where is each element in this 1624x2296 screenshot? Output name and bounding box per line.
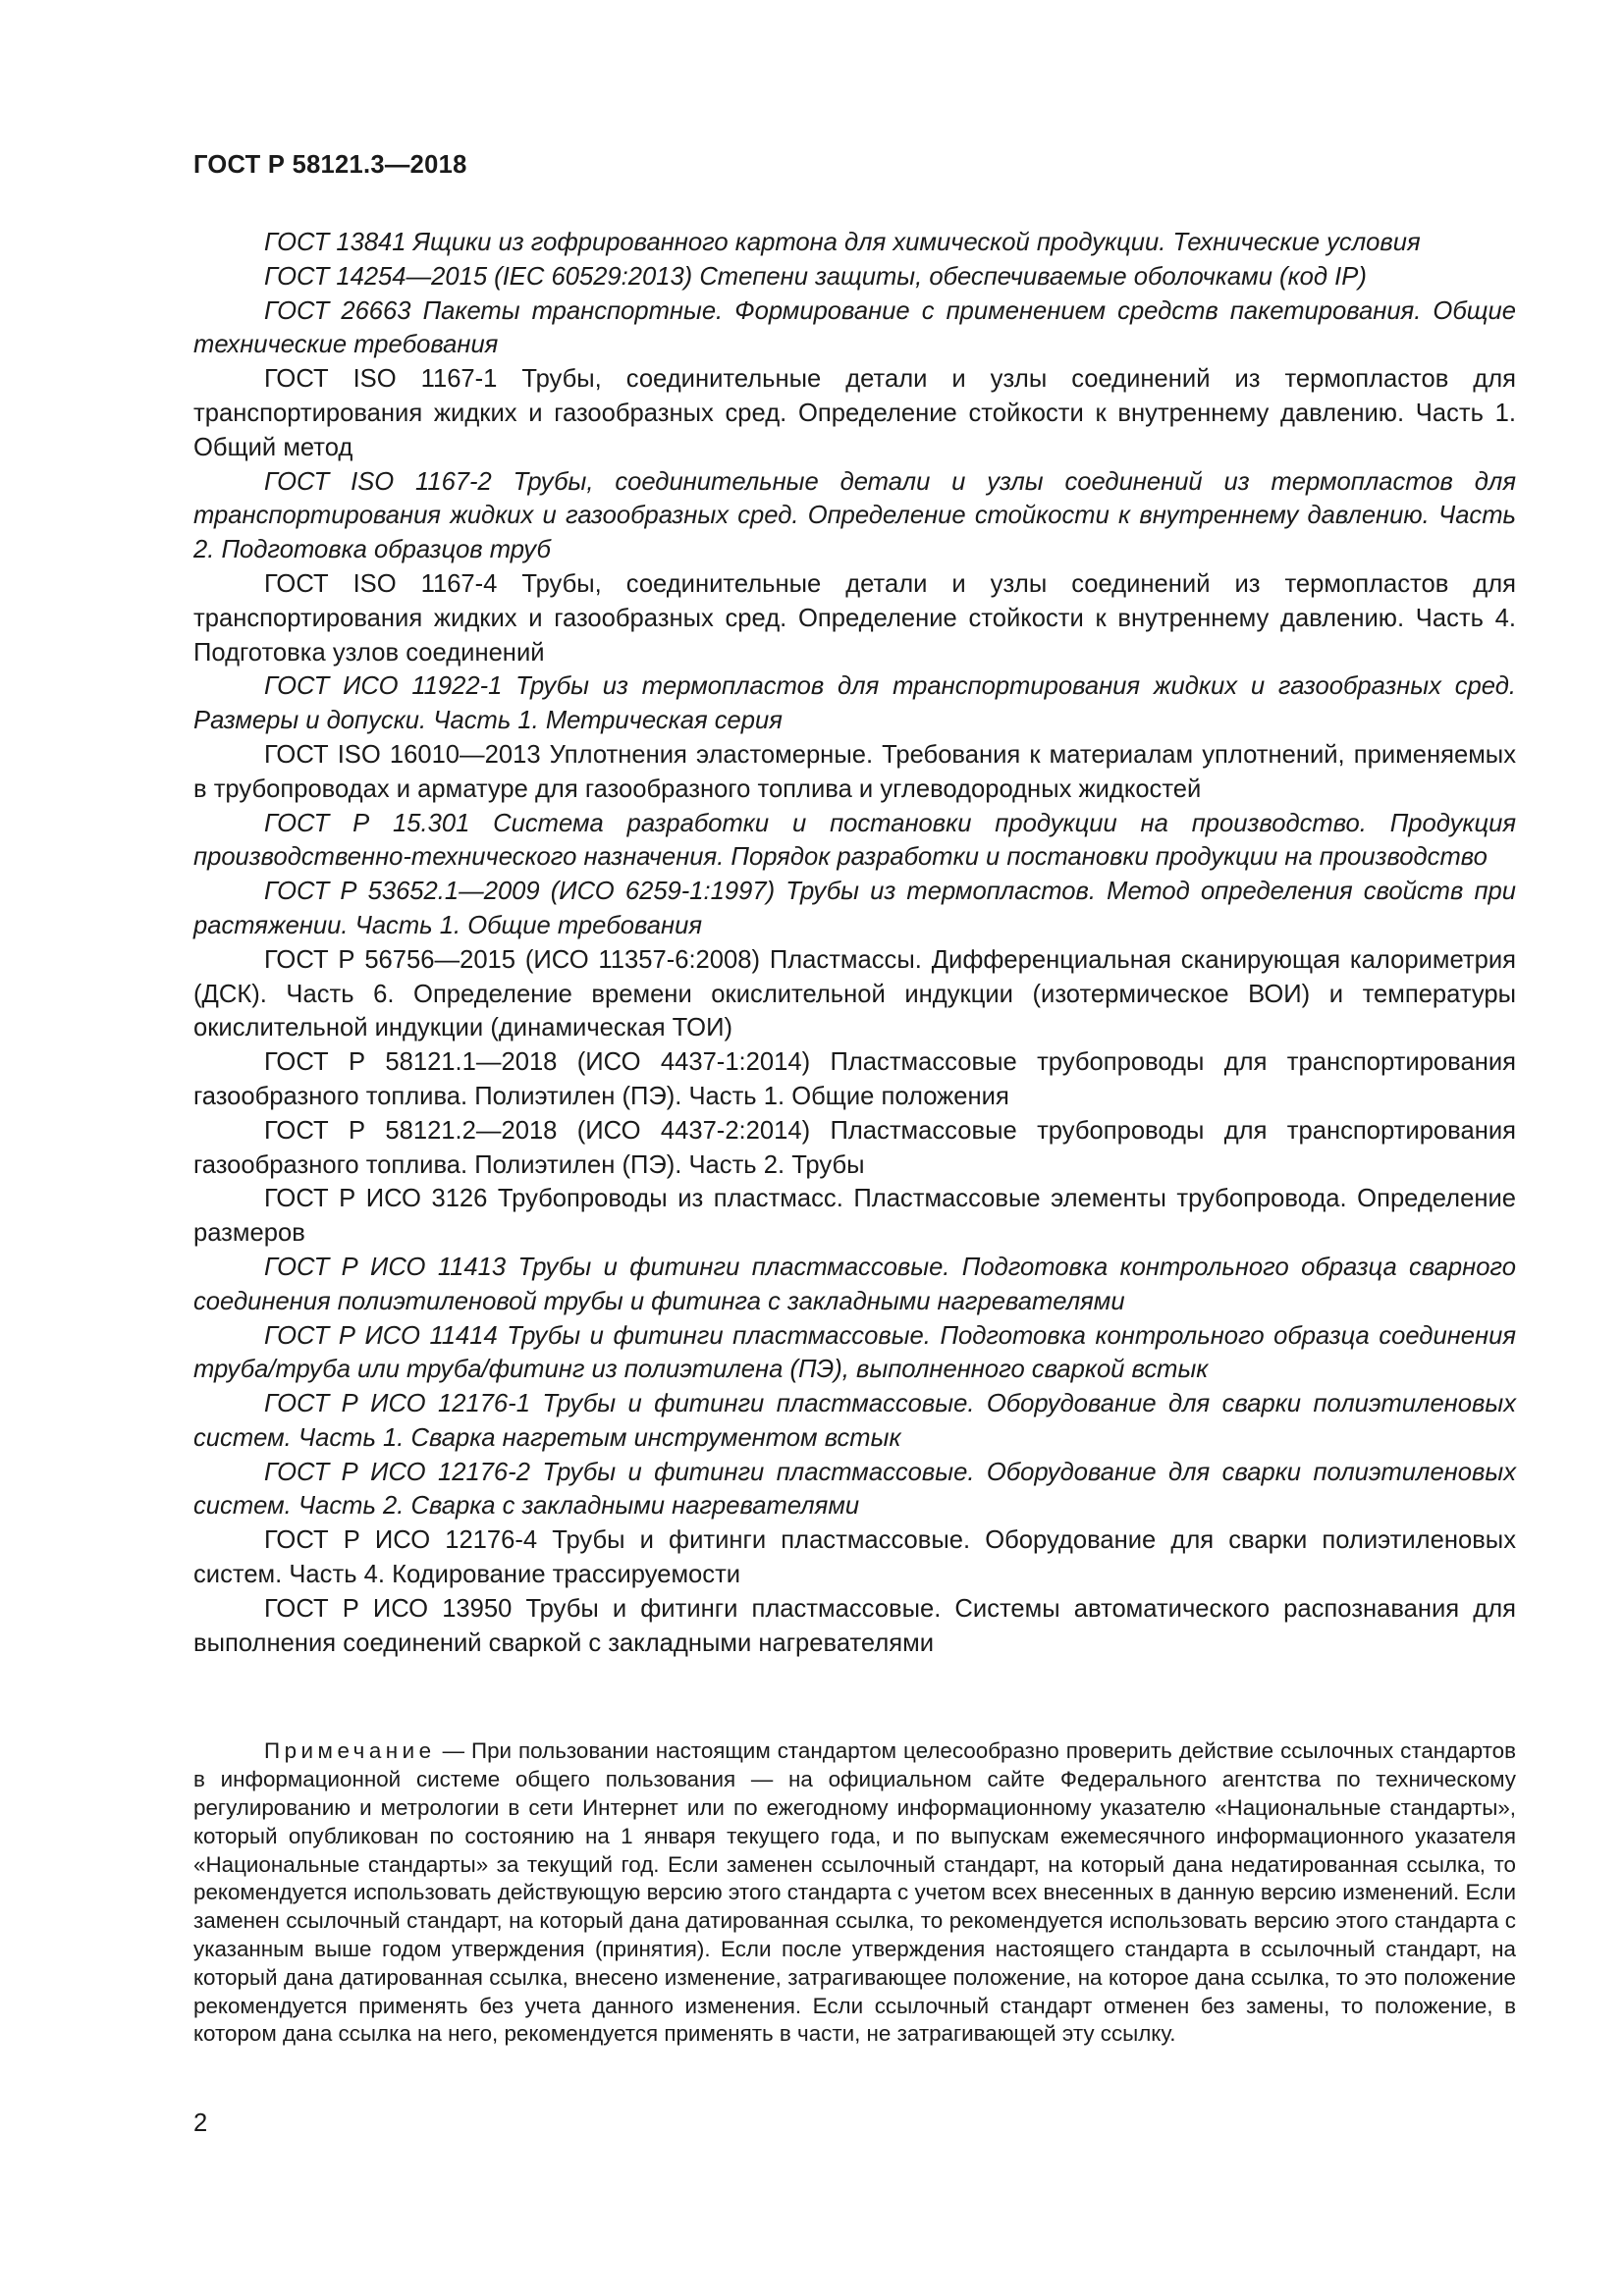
reference-item: ГОСТ Р ИСО 11414 Трубы и фитинги пластмассовые. Подготовка контрольного образца соединения труба/труба или труба/фитинг из полиэтилена (ПЭ), выполненного сваркой встык xyxy=(193,1321,1516,1384)
note-label: Примечание xyxy=(264,1738,436,1764)
reference-item: ГОСТ Р ИСО 12176-2 Трубы и фитинги пластмассовые. Оборудование для сварки полиэтиленовых систем. Часть 2. Сварка с закладными нагревателями xyxy=(193,1458,1516,1521)
reference-item: ГОСТ 26663 Пакеты транспортные. Формирование с применением средств пакетирования. Общие технические требования xyxy=(193,296,1516,359)
note-dash: — xyxy=(435,1738,471,1764)
reference-item: ГОСТ Р ИСО 3126 Трубопроводы из пластмасс. Пластмассовые элементы трубопровода. Определение размеров xyxy=(193,1185,1516,1248)
normative-references-list xyxy=(193,226,1516,1660)
reference-item: ГОСТ Р 15.301 Система разработки и постановки продукции на производство. Продукция производственно-технического назначения. Порядок разработки и постановки продукции на производство xyxy=(193,809,1516,872)
reference-item: ГОСТ ISO 16010—2013 Уплотнения эластомерные. Требования к материалам уплотнений, применяемых в трубопроводах и арматуре для газообразного топлива и углеводородных жидкостей xyxy=(193,740,1516,803)
reference-item: ГОСТ Р 56756—2015 (ИСО 11357-6:2008) Пластмассы. Дифференциальная сканирующая калориметрия (ДСК). Часть 6. Определение времени окислительной индукции (изотермическое ВОИ) и температуры окислительной индукции (динамическая ТОИ) xyxy=(193,945,1516,1042)
reference-item: ГОСТ Р ИСО 12176-1 Трубы и фитинги пластмассовые. Оборудование для сварки полиэтиленовых систем. Часть 1. Сварка нагретым инструментом встык xyxy=(193,1390,1516,1452)
reference-item: ГОСТ Р ИСО 12176-4 Трубы и фитинги пластмассовые. Оборудование для сварки полиэтиленовых систем. Часть 4. Кодирование трассируемости xyxy=(193,1526,1516,1589)
document-header: ГОСТ Р 58121.3—2018 xyxy=(193,151,467,179)
reference-item: ГОСТ ISO 1167-4 Трубы, соединительные детали и узлы соединений из термопластов для транспортирования жидких и газообразных сред. Определение стойкости к внутреннему давлению. Часть 4. Подготовка узлов соединений xyxy=(193,569,1516,667)
reference-item: ГОСТ Р 58121.2—2018 (ИСО 4437-2:2014) Пластмассовые трубопроводы для транспортирования газообразного топлива. Полиэтилен (ПЭ). Часть 2. Трубы xyxy=(193,1116,1516,1179)
reference-item: ГОСТ Р 58121.1—2018 (ИСО 4437-1:2014) Пластмассовые трубопроводы для транспортирования газообразного топлива. Полиэтилен (ПЭ). Часть 1. Общие положения xyxy=(193,1048,1516,1110)
reference-item: ГОСТ Р ИСО 13950 Трубы и фитинги пластмассовые. Системы автоматического распознавания для выполнения соединений сваркой с закладными нагревателями xyxy=(193,1594,1516,1657)
reference-item: ГОСТ ISO 1167-1 Трубы, соединительные детали и узлы соединений из термопластов для транспортирования жидких и газообразных сред. Определение стойкости к внутреннему давлению. Часть 1. Общий метод xyxy=(193,365,1516,461)
reference-item: ГОСТ 14254—2015 (IEC 60529:2013) Степени защиты, обеспечиваемые оболочками (код IP) xyxy=(264,262,1367,291)
note-paragraph xyxy=(193,1737,1516,2049)
reference-item: ГОСТ Р ИСО 11413 Трубы и фитинги пластмассовые. Подготовка контрольного образца сварного соединения полиэтиленовой трубы и фитинга с закладными нагревателями xyxy=(193,1253,1516,1315)
reference-item: ГОСТ ISO 1167-2 Трубы, соединительные детали и узлы соединений из термопластов для транспортирования жидких и газообразных сред. Определение стойкости к внутреннему давлению. Часть 2. Подготовка образцов труб xyxy=(193,467,1516,564)
page-number: 2 xyxy=(193,2109,208,2137)
reference-item: ГОСТ Р 53652.1—2009 (ИСО 6259-1:1997) Трубы из термопластов. Метод определения свойств при растяжении. Часть 1. Общие требования xyxy=(193,878,1516,939)
reference-item: ГОСТ 13841 Ящики из гофрированного картона для химической продукции. Технические условия xyxy=(264,229,1421,256)
note-text: При пользовании настоящим стандартом целесообразно проверить действие ссылочных стандартов в информационной системе общего пользования — на официальном сайте Федерального агентства по техническому регулированию и метрологии в сети Интернет или по ежегодному информационному указателю «Национальные стандарты», который опубликован по состоянию на 1 января текущего года, и по выпускам ежемесячного информационного указателя «Национальные стандарты» за текущий год. Если заменен ссылочный стандарт, на который дана недатированная ссылка, то рекомендуется использовать действующую версию этого стандарта с учетом всех внесенных в данную версию изменений. Если заменен ссылочный стандарт, на который дана датированная ссылка, то рекомендуется использовать версию этого стандарта с указанным выше годом утверждения (принятия). Если после утверждения настоящего стандарта в ссылочный стандарт, на который дана датированная ссылка, внесено изменение, затрагивающее положение, на которое дана ссылка, то это положение рекомендуется применять без учета данного изменения. Если ссылочный стандарт отменен без замены, то положение, в котором дана ссылка на него, рекомендуется применять в части, не затрагивающей эту ссылку. xyxy=(193,1738,1516,2047)
reference-item: ГОСТ ИСО 11922-1 Трубы из термопластов для транспортирования жидких и газообразных сред. Размеры и допуски. Часть 1. Метрическая серия xyxy=(193,672,1516,735)
